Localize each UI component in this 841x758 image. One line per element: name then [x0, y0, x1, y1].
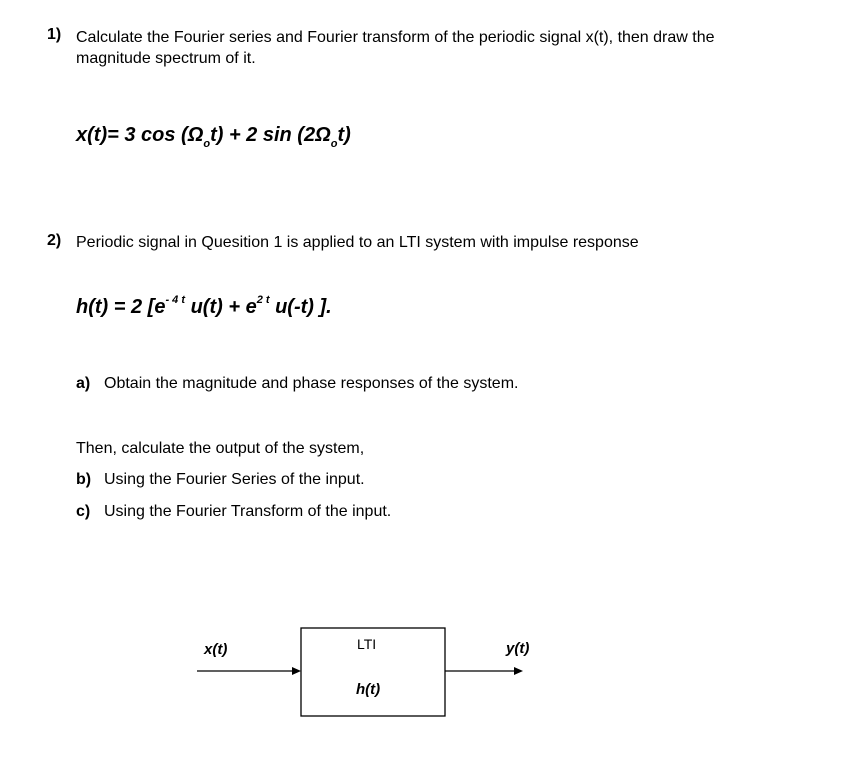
question1-text-line2: magnitude spectrum of it. — [76, 50, 256, 67]
part-b-text: Using the Fourier Series of the input. — [104, 471, 365, 488]
eq2-part3: u(-t) ]. — [269, 296, 332, 318]
lti-box-title: LTI — [357, 636, 377, 652]
eq1-omega1: Ω — [187, 124, 204, 146]
diagram-input-label: x(t) — [204, 641, 228, 658]
eq1-sub2: o — [330, 138, 338, 150]
eq2-exp1: - 4 t — [165, 294, 186, 307]
question2-text: Periodic signal in Quesition 1 is applied to an LTI system with impulse response — [76, 234, 639, 251]
eq1-omega2: Ω — [315, 124, 331, 146]
part-a-label: a) — [76, 375, 91, 392]
output-arrowhead — [514, 667, 523, 675]
question1-text-line1: Calculate the Fourier series and Fourier transform of the periodic signal x(t), then draw the — [76, 29, 715, 46]
eq1-end: t) — [337, 124, 351, 146]
then-text: Then, calculate the output of the system, — [76, 440, 365, 457]
lti-box-subtitle: h(t) — [356, 681, 381, 698]
question2-number: 2) — [47, 232, 62, 249]
input-arrowhead — [292, 667, 301, 675]
part-b-label: b) — [76, 471, 92, 488]
eq1-sub1: o — [203, 138, 211, 150]
part-c-text: Using the Fourier Transform of the input. — [104, 503, 392, 520]
eq1-mid: t) + 2 sin (2 — [210, 124, 316, 146]
eq2-exp2: 2 t — [256, 294, 270, 307]
question1-number: 1) — [47, 26, 62, 43]
diagram-output-label: y(t) — [506, 640, 530, 657]
eq2-part1: h(t) = 2 [e — [76, 296, 166, 318]
eq1-lhs: x(t)= 3 cos ( — [76, 124, 188, 146]
part-c-label: c) — [76, 503, 91, 520]
eq2-part2: u(t) + e — [185, 296, 257, 318]
part-a-text: Obtain the magnitude and phase responses of the system. — [104, 375, 519, 392]
